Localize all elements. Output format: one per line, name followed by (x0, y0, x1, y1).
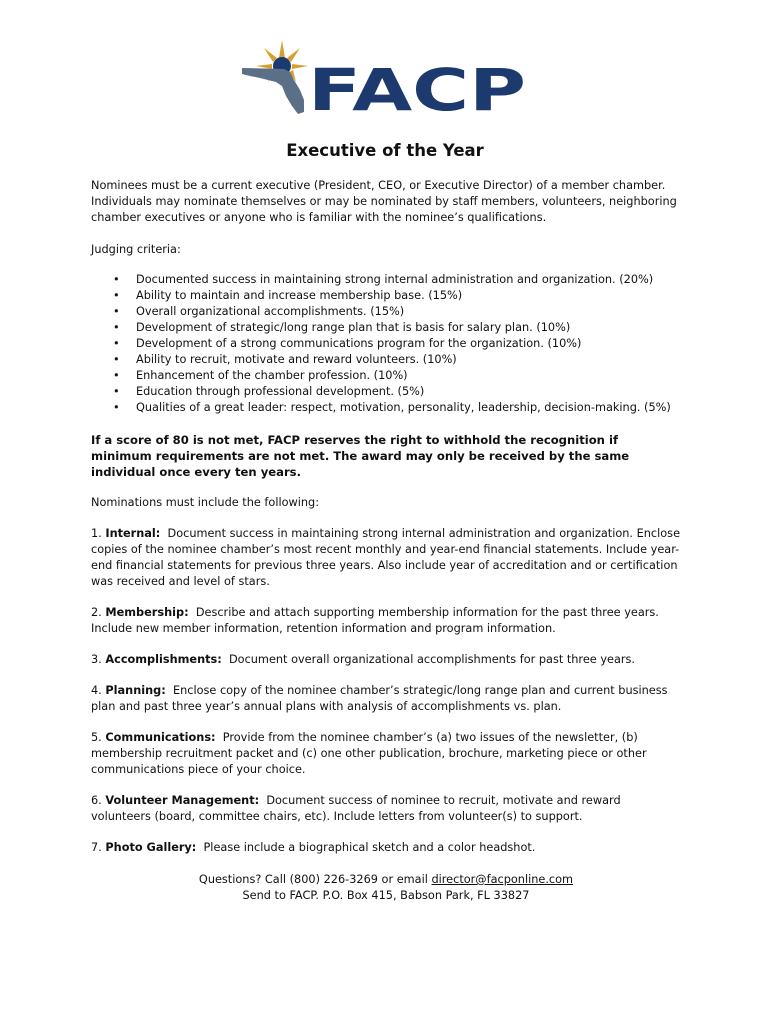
nomination-item-photo-gallery: 7. Photo Gallery: Please include a biographical sketch and a color headshot. (91, 841, 536, 854)
nomination-item-communications: 5. Communications: Provide from the nominee chamber’s (a) two issues of the newsletter, (b) membership recruitment packet and (c) one other publication, brochure, marketing piece or other communications piece of your choice. (91, 731, 647, 776)
bullet-icon: • (113, 321, 120, 334)
mailing-address: Send to FACP. P.O. Box 415, Babson Park, FL 33827 (242, 889, 530, 902)
list-item: • Documented success in maintaining strong internal administration and organization. (20%) (113, 273, 654, 286)
bullet-icon: • (113, 289, 120, 302)
bullet-icon: • (113, 273, 120, 286)
florida-state-icon (242, 68, 304, 114)
item-title: Internal: (105, 527, 161, 540)
list-item: • Education through professional development. (5%) (113, 385, 425, 398)
item-title: Accomplishments: (105, 653, 222, 666)
criteria-list (91, 272, 681, 416)
list-item: • Overall organizational accomplishments. (15%) (113, 305, 405, 318)
item-title: Photo Gallery: (105, 841, 197, 854)
nomination-item-planning: 4. Planning: Enclose copy of the nominee chamber’s strategic/long range plan and current business plan and past three year’s annual plans with analysis of accomplishments vs. plan. (91, 684, 668, 713)
list-item: • Enhancement of the chamber profession. (10%) (113, 369, 408, 382)
page-title: Executive of the Year (286, 141, 484, 160)
email-link[interactable]: director@facponline.com (431, 873, 574, 886)
document-body (91, 178, 681, 904)
list-item: • Qualities of a great leader: respect, motivation, personality, leadership, decision-making. (5%) (113, 401, 671, 414)
bullet-icon: • (113, 401, 120, 414)
bullet-icon: • (113, 353, 120, 366)
list-item: • Ability to maintain and increase membership base. (15%) (113, 289, 463, 302)
item-title: Membership: (105, 606, 189, 619)
list-item: • Ability to recruit, motivate and reward volunteers. (10%) (113, 353, 457, 366)
bullet-icon: • (113, 385, 120, 398)
questions-line: Questions? Call (800) 226-3269 or email director@facponline.com (198, 873, 574, 886)
logo-wordmark: FACP (308, 56, 526, 122)
nomination-item-volunteer-management: 6. Volunteer Management: Document success of nominee to recruit, motivate and reward volunteers (board, committee chairs, etc). Include letters from volunteer(s) to support. (91, 794, 621, 823)
bullet-icon: • (113, 369, 120, 382)
list-item: • Development of strategic/long range plan that is basis for salary plan. (10%) (113, 321, 571, 334)
nomination-item-accomplishments: 3. Accomplishments: Document overall organizational accomplishments for past three years. (91, 653, 636, 666)
list-item: • Development of a strong communications program for the organization. (10%) (113, 337, 582, 350)
bullet-icon: • (113, 337, 120, 350)
bullet-icon: • (113, 305, 120, 318)
nomination-item-internal: 1. Internal: Document success in maintaining strong internal administration and organization. Enclose copies of the nominee chamber’s most recent monthly and year-end financial statements. Include year-end financial statements for previous three years. Also include year of accreditation and or certification was received and level of stars. (91, 527, 681, 588)
facp-logo (238, 36, 530, 122)
nomination-item-membership: 2. Membership: Describe and attach supporting membership information for the past three years. Include new member information, retention information and program information. (91, 606, 659, 635)
intro-paragraph: Nominees must be a current executive (President, CEO, or Executive Director) of a member chamber. Individuals may nominate themselves or may be nominated by staff members, volunteers, neighboring chamber executives or anyone who is familiar with the nominee’s qualifications. (91, 179, 677, 224)
item-title: Volunteer Management: (105, 794, 260, 807)
nominations-label: Nominations must include the following: (91, 496, 320, 509)
score-warning: If a score of 80 is not met, FACP reserves the right to withhold the recognition if minimum requirements are not met. The award may only be received by the same individual once every ten years. (91, 433, 630, 479)
judging-criteria-label: Judging criteria: (91, 243, 181, 256)
contact-footer (91, 872, 681, 904)
item-title: Planning: (105, 684, 166, 697)
item-title: Communications: (105, 731, 216, 744)
